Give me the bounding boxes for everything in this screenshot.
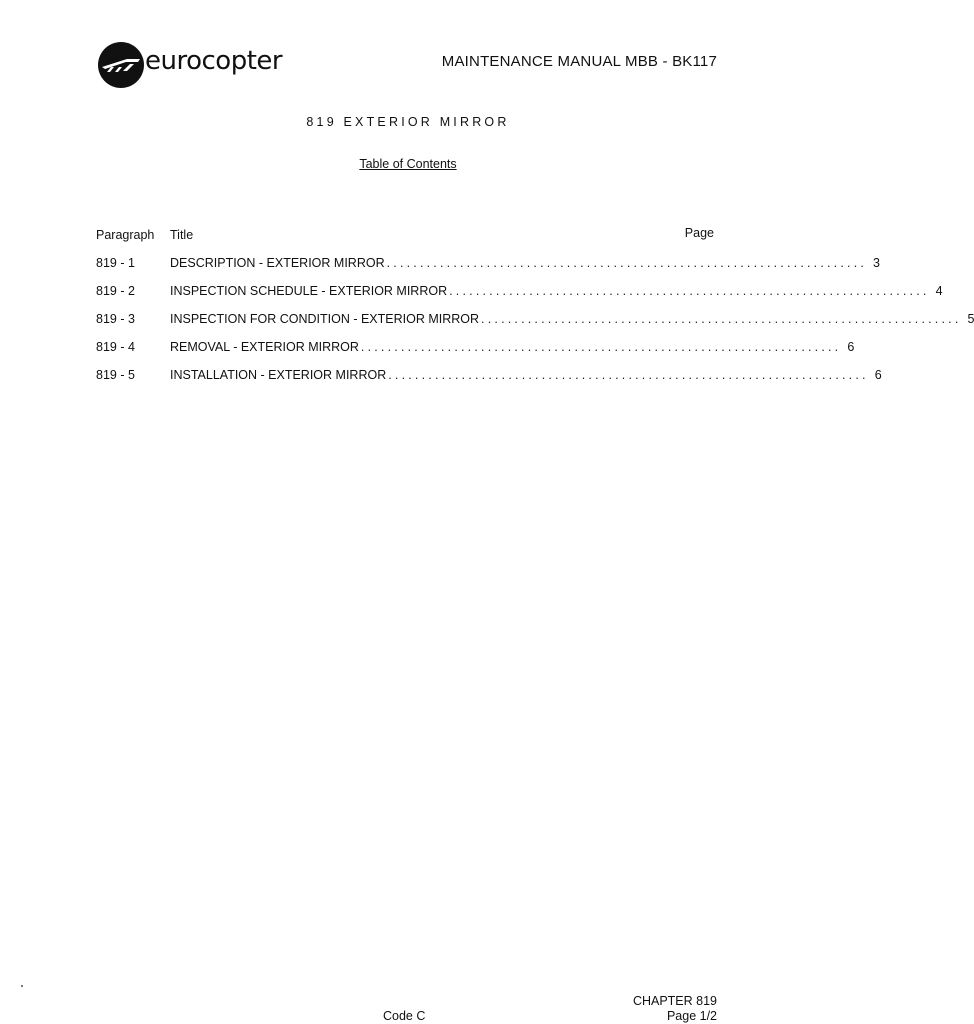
- toc-paragraph-number: 819 - 4: [96, 340, 135, 354]
- footer-chapter-block: [633, 994, 717, 1024]
- dot-leader: ........................................................................: [449, 284, 930, 298]
- toc-entry-title: INSPECTION SCHEDULE - EXTERIOR MIRROR: [170, 284, 448, 298]
- toc-entry-title: DESCRIPTION - EXTERIOR MIRROR: [170, 256, 385, 270]
- eurocopter-logo: [97, 41, 307, 89]
- dot-leader: ........................................................................: [386, 256, 868, 270]
- toc-entry-title: INSPECTION FOR CONDITION - EXTERIOR MIRROR: [170, 312, 480, 326]
- toc-page-number: 5: [967, 312, 974, 326]
- logo-wordmark: eurocopter: [145, 46, 283, 76]
- toc-page-number: 6: [874, 368, 882, 382]
- toc-entry[interactable]: [96, 255, 880, 271]
- scan-speck: [21, 985, 23, 987]
- toc-entry[interactable]: [96, 283, 943, 299]
- toc-page-number: 4: [935, 284, 943, 298]
- title-column-header: Title: [170, 228, 194, 242]
- toc-page-number: 3: [873, 256, 880, 270]
- toc-entry[interactable]: [96, 367, 882, 383]
- toc-entry[interactable]: [96, 339, 855, 355]
- dot-leader: ........................................................................: [481, 312, 962, 326]
- footer-page-number: Page 1/2: [666, 1009, 717, 1023]
- toc-paragraph-number: 819 - 2: [96, 284, 135, 298]
- manual-title: MAINTENANCE MANUAL MBB - BK117: [441, 53, 717, 70]
- toc-entry[interactable]: [96, 311, 974, 327]
- toc-paragraph-number: 819 - 5: [96, 368, 135, 382]
- footer-chapter: CHAPTER 819: [632, 994, 717, 1008]
- toc-paragraph-number: 819 - 1: [96, 256, 135, 270]
- dot-leader: ........................................................................: [360, 340, 842, 354]
- page-column-header: Page: [684, 226, 714, 240]
- toc-heading: Table of Contents: [359, 157, 457, 171]
- toc-entry-title: REMOVAL - EXTERIOR MIRROR: [170, 340, 359, 354]
- helicopter-emblem-icon: [97, 41, 145, 89]
- toc-page-number: 6: [847, 340, 855, 354]
- dot-leader: ........................................................................: [388, 368, 869, 382]
- toc-entry-title: INSTALLATION - EXTERIOR MIRROR: [170, 368, 387, 382]
- footer-code: Code C: [383, 1009, 426, 1023]
- paragraph-column-header: Paragraph: [96, 228, 155, 242]
- toc-paragraph-number: 819 - 3: [96, 312, 135, 326]
- chapter-title: 819 EXTERIOR MIRROR: [306, 115, 510, 129]
